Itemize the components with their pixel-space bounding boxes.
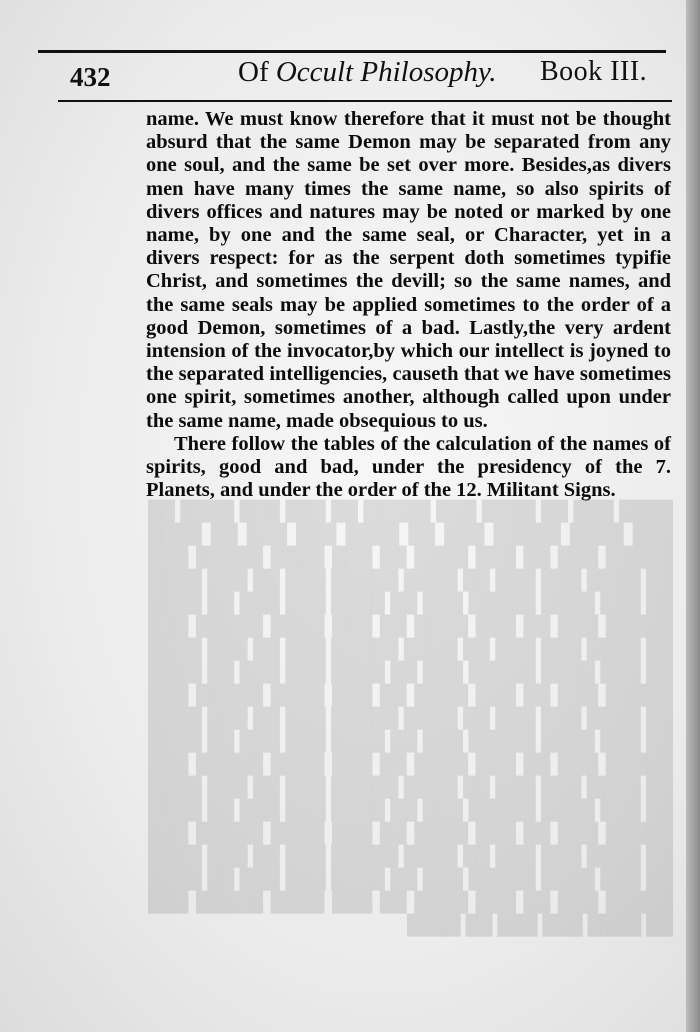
page-number: 432 [70, 62, 111, 92]
book-label: Book III. [540, 56, 648, 87]
scan-edge [686, 0, 700, 1032]
running-title [238, 56, 497, 89]
paragraph-1: name. We must know therefore that it must not be thought absurd that the same Demon may be separated from any one soul, and the same be set over more. Besides,as divers men have many times the same name, so also spirits of divers offices and natures may be noted or marked by one name, by one and the same seal, or Character, yet in a divers respect: for as the serpent doth sometimes typifie Christ, and sometimes the devill; so the same names, and the same seals may be applied sometimes to the order of a good Demon, sometimes of a bad. Lastly,the very ardent intension of the invocator,by which our intellect is joyned to the separated intelligencies, causeth that we have sometimes one spirit, sometimes another, although called upon under the same name, made obsequious to us. [146, 108, 671, 432]
title-prefix: Of [238, 56, 276, 88]
bleed-through-texture: ████ ███ ██ ████ ███ █████ ██ ███ ███ ████ ██ ███ ████ █████ ███ ██ ████ ███ ███ ██ ████ █████ ███ ██ ███ ████ ██ ███ ████ █████ ███ ██ ████ ███ ███ ██ ████ █████ ███ ██ ███ ████ ██ ███ ████ █████ ███ ██ ████ ███ ███ ██ ████ █████ ███ ██ ███ ████ ██ ███ ████ █████ ███ ██ ████ ███ ███ ██ ████ █████ ███ ██ ███ ████ ██ ███ ████ █████ ███ ██ ████ ███ ███ ██ ████ █████ ███ ██ ███ ████ ██ ███ ████ █████ ███ ██ ████ ███ ███ ██ ████ █████ ███ ██ ███ ████ ██ ███ ████ █████ ███ ██ ████ ███ ███ ██ ████ █████ ███ ██ ███ ████ ██ ███ ████ █████ ███ ██ ████ ███ ███ ██ ████ █████ ███ ██ ███ ████ ██ ███ ████ █████ ███ ██ ████ ███ ███ ██ ████ █████ ███ ██ ███ ████ ██ ███ ████ █████ ███ ██ ████ ███ ███ ██ ████ █████ ███ ██ ███ ████ ██ ███ ████ █████ ███ ██ ████ ███ ███ ██ ████ █████ ███ ██ ███ ████ ██ ███ ████ █████ ███ ██ ████ ███ ███ ██ ████ [148, 501, 673, 936]
paragraph-2: There follow the tables of the calculation of the names of spirits, good and bad, under the presidency of the 7. Planets, and under the order of the 12. Militant Signs. [146, 432, 671, 502]
title-italic: Occult Philosophy. [275, 56, 497, 88]
running-header [60, 52, 680, 98]
body-text [146, 108, 671, 502]
header-bottom-rule [58, 100, 672, 102]
